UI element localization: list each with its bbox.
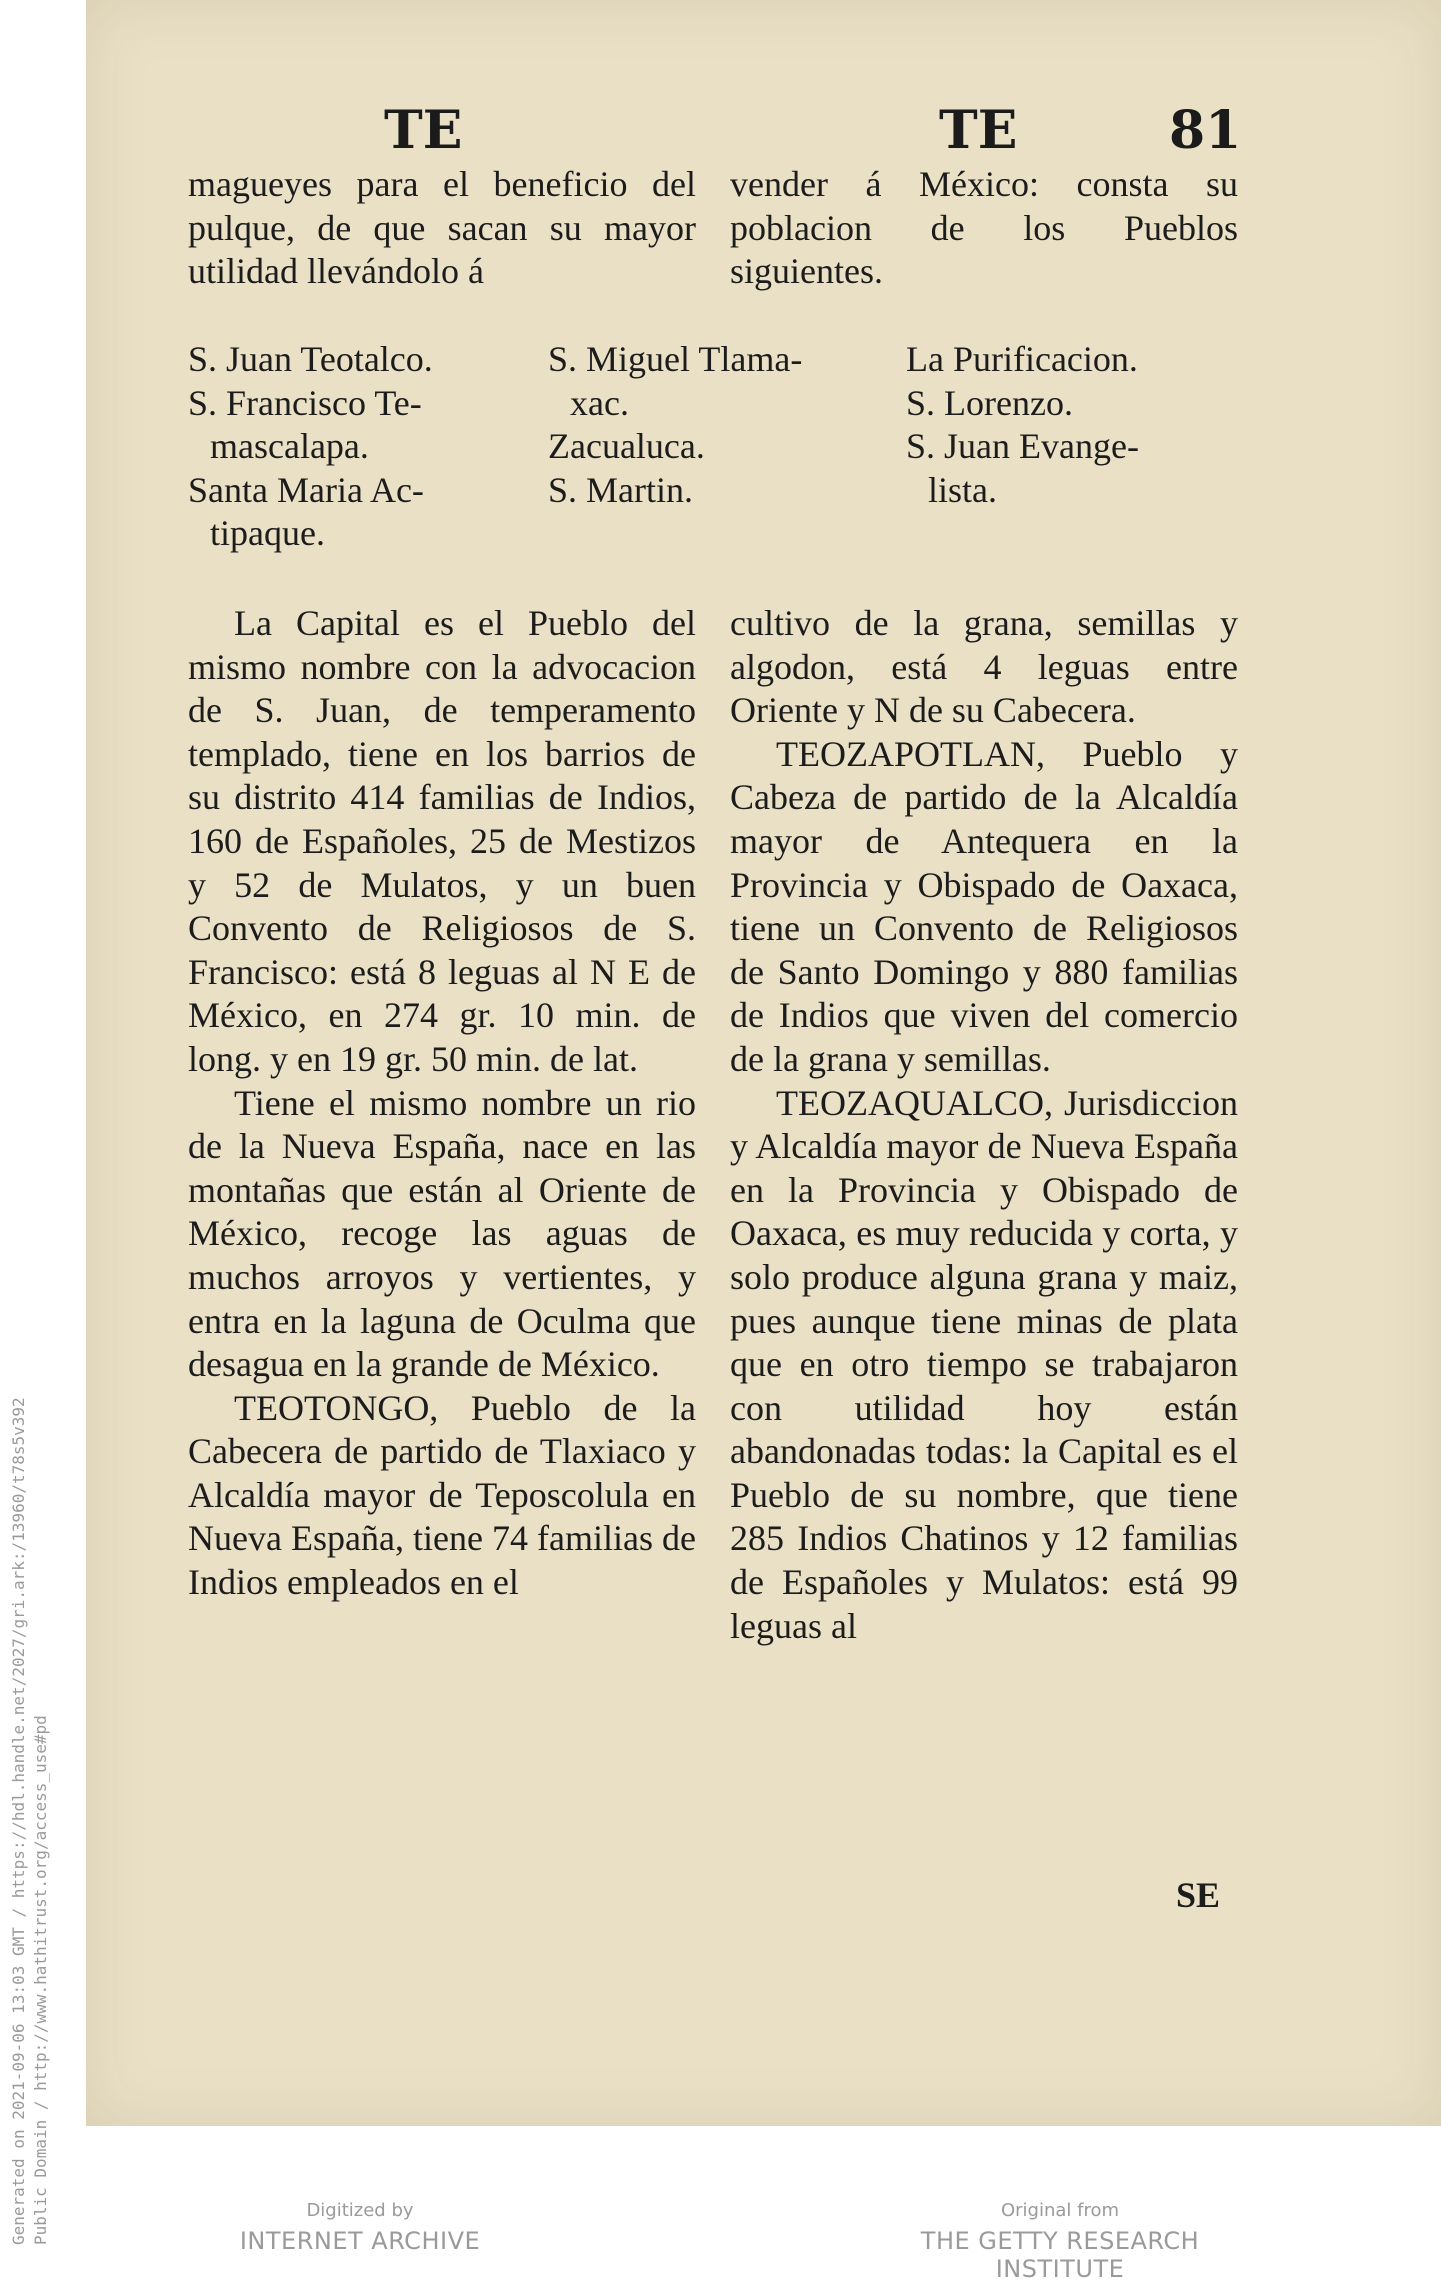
top-paragraph-left: magueyes para el beneficio del pulque, de que sacan su mayor utilidad llevándolo á — [188, 164, 696, 292]
paragraph: TEOTONGO, Pueblo de la Cabecera de partido de Tlaxiaco y Alcaldía mayor de Teposcolula en Nueva España, tiene 74 familias de Indios empleados en el — [188, 1387, 696, 1603]
paragraph: cultivo de la grana, semillas y algodon, está 4 leguas entre Oriente y N de su Cabecera. — [730, 603, 1238, 731]
town-entry: S. Lorenzo. — [906, 382, 1073, 423]
footer-digitized-by — [200, 2200, 520, 2255]
footer-left-small: Digitized by — [306, 2200, 414, 2221]
town-entry: mascalapa. — [210, 426, 369, 467]
town-entry: S. Juan Evange- — [906, 426, 1139, 467]
body-column-right — [730, 602, 1238, 1648]
footer-left-big: INTERNET ARCHIVE — [239, 2227, 481, 2255]
paragraph: TEOZAPOTLAN, Pueblo y Cabeza de partido de la Alcaldía mayor de Antequera en la Provincia y Obispado de Oaxaca, tiene un Convento de Religiosos de Santo Domingo y 880 familias de Indios que viven del comercio de la grana y semillas. — [730, 733, 1238, 1079]
town-entry: S. Miguel Tlama- — [548, 339, 803, 379]
town-entry: La Purificacion. — [906, 339, 1138, 379]
paragraph: La Capital es el Pueblo del mismo nombre con la advocacion de S. Juan, de temperamento templado, tiene en los barrios de su distrito 414 familias de Indios, 160 de Españoles, 25 de Mestizos y 52 de Mulatos, y un buen Convento de Religiosos de S. Francisco: está 8 leguas al N E de México, en 274 gr. 10 min. de long. y en 19 gr. 50 min. de lat. — [188, 603, 696, 1079]
footer-right-big: THE GETTY RESEARCH INSTITUTE — [920, 2227, 1200, 2283]
running-head-left: TE — [384, 100, 463, 161]
footer-right-small: Original from — [1000, 2200, 1120, 2221]
catchword: SE — [1176, 1875, 1221, 1915]
running-head-right: TE — [939, 100, 1018, 161]
town-entry: xac. — [570, 382, 629, 423]
hathitrust-margin-note — [6, 1085, 50, 2245]
footer-original-from — [855, 2200, 1265, 2283]
town-list-column-3 — [906, 338, 1139, 512]
town-entry: Santa Maria Ac- — [188, 469, 424, 510]
town-entry: tipaque. — [210, 513, 325, 554]
town-entry: S. Francisco Te- — [188, 382, 422, 423]
page-number: 81 — [1169, 100, 1242, 161]
top-text-right — [730, 163, 1238, 294]
body-column-left — [188, 602, 696, 1605]
town-entry: lista. — [928, 469, 997, 510]
top-text-left — [188, 163, 696, 294]
town-entry: S. Juan Teotalco. — [188, 339, 433, 379]
margin-note-line-2: Public Domain / http://www.hathitrust.org/access_use#pd — [31, 1715, 50, 2245]
scanned-book-page — [86, 0, 1441, 2126]
town-entry: S. Martin. — [548, 469, 694, 510]
town-entry: Zacualuca. — [548, 426, 705, 467]
town-list-column-2 — [548, 338, 802, 512]
paragraph: Tiene el mismo nombre un rio de la Nueva España, nace en las montañas que están al Oriente de México, recoge las aguas de muchos arroyos y vertientes, y entra en la laguna de Oculma que desagua en la grande de México. — [188, 1082, 696, 1385]
paragraph: TEOZAQUALCO, Jurisdiccion y Alcaldía mayor de Nueva España en la Provincia y Obispado de Oaxaca, es muy reducida y corta, y solo produce alguna grana y maiz, pues aunque tiene minas de plata que en otro tiempo se trabajaron con utilidad hoy están abandonadas todas: la Capital es el Pueblo de su nombre, que tiene 285 Indios Chatinos y 12 familias de Españoles y Mulatos: está 99 leguas al — [730, 1082, 1238, 1646]
town-list-column-1 — [188, 338, 433, 556]
margin-note-line-1: Generated on 2021-09-06 13:03 GMT / https://hdl.handle.net/2027/gri.ark:/13960/t78s5v392 — [9, 1397, 28, 2245]
top-paragraph-right: vender á México: consta su poblacion de los Pueblos siguientes. — [730, 164, 1238, 292]
